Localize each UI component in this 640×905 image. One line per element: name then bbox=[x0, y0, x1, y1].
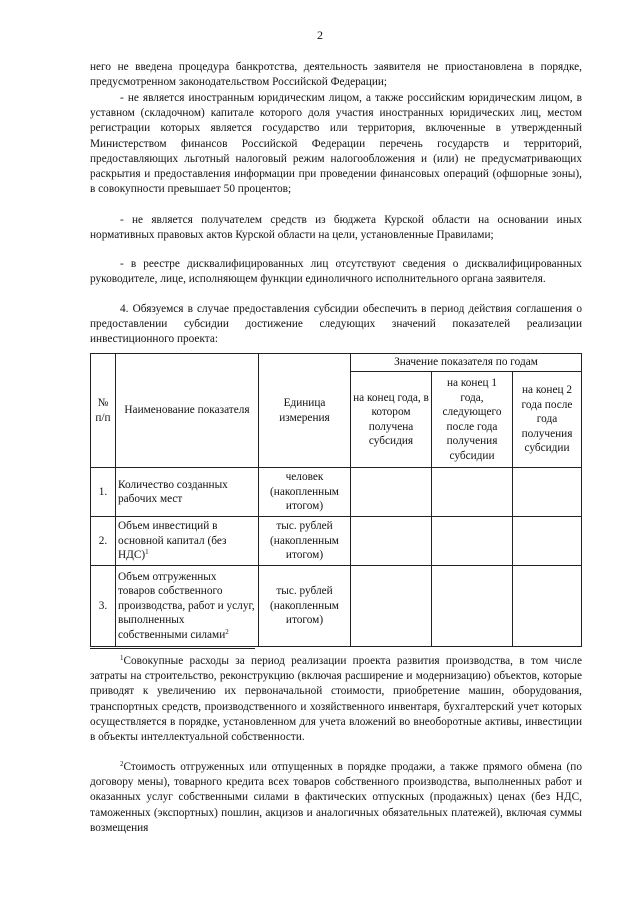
value-cell[interactable] bbox=[432, 566, 513, 647]
row-unit: человек (накопленным итогом) bbox=[259, 468, 351, 517]
value-cell[interactable] bbox=[351, 566, 432, 647]
paragraph-disqualified: - в реестре дисквалифицированных лиц отсутствуют сведения о дисквалифицированных руководителе, лице, исполняющем функции единоличного исполнительного органа заявителя. bbox=[90, 258, 582, 286]
row-num: 3. bbox=[91, 566, 116, 647]
header-num: № п/п bbox=[91, 354, 116, 468]
indicators-table bbox=[90, 353, 582, 647]
table-row bbox=[91, 566, 582, 647]
value-cell[interactable] bbox=[432, 468, 513, 517]
table-row bbox=[91, 517, 582, 566]
row-num: 1. bbox=[91, 468, 116, 517]
paragraph-budget-funds: - не является получателем средств из бюджета Курской области на основании иных нормативных правовых актов Курской области на цели, установленные Правилами; bbox=[90, 214, 582, 242]
value-cell[interactable] bbox=[513, 517, 582, 566]
paragraph-bankruptcy: него не введена процедура банкротства, деятельность заявителя не приостановлена в порядке, предусмотренном законодательством Российской Федерации; bbox=[90, 61, 582, 89]
footnote-2: $^2$Стоимость отгруженных или отпущенных в порядке продажи, а также прямого обмена (по договору мены), товарного кредита всех товаров собственного производства, выполненных работ и оказанных услуг собственными силами в фактических отпускных (продажных) ценах (без НДС, таможенных (экспортных) пошлин, акцизов и аналогичных обязательных платежей), включая суммы возмещения bbox=[90, 760, 582, 834]
header-year-1: на конец 1 года, следующего после года получения субсидии bbox=[432, 372, 513, 468]
row-name: Объем инвестиций в основной капитал (без НДС)$^1$ bbox=[116, 517, 259, 566]
row-num: 2. bbox=[91, 517, 116, 566]
row-name: Объем отгруженных товаров собственного производства, работ и услуг, выполненных собственными силами$^2$ bbox=[116, 566, 259, 647]
header-year-0: на конец года, в котором получена субсидия bbox=[351, 372, 432, 468]
header-unit: Единица измерения bbox=[259, 354, 351, 468]
row-unit: тыс. рублей (накопленным итогом) bbox=[259, 517, 351, 566]
paragraph-foreign-entity: - не является иностранным юридическим лицом, а также российским юридическим лицом, в уставном (складочном) капитале которого доля участия иностранных юридических лиц, местом регистрации которых является государство или территория, включенные в утвержденный Министерством финансов Российской Федерации перечень государств и территорий, предоставляющих льготный налоговый режим налогообложения и (или) не предусматривающих раскрытия и предоставления информации при проведении финансовых операций (офшорные зоны), в совокупности превышает 50 процентов; bbox=[90, 92, 582, 196]
row-unit: тыс. рублей (накопленным итогом) bbox=[259, 566, 351, 647]
footnote-divider bbox=[90, 648, 255, 649]
page-number: 2 bbox=[317, 28, 323, 42]
table-row bbox=[91, 468, 582, 517]
row-name: Количество созданных рабочих мест bbox=[116, 468, 259, 517]
header-year-2: на конец 2 года после года получения субсидии bbox=[513, 372, 582, 468]
value-cell[interactable] bbox=[513, 566, 582, 647]
header-name: Наименование показателя bbox=[116, 354, 259, 468]
footnote-1: $^1$Совокупные расходы за период реализации проекта развития производства, в том числе затраты на строительство, реконструкцию (включая расширение и модернизацию) объектов, которые приводят к увеличению их первоначальной стоимости, приобретение машин, оборудования, транспортных средств, производственного и хозяйственного инвентаря, бухгалтерский учет которых осуществляется в порядке, установленном для учета вложений во внеоборотные активы, инвестиции в объекты интеллектуальной собственности. bbox=[90, 654, 582, 744]
footnote-ref: 2 bbox=[225, 627, 229, 636]
footnote-mark: 2 bbox=[120, 760, 124, 768]
footnote-ref: 1 bbox=[145, 548, 149, 557]
value-cell[interactable] bbox=[432, 517, 513, 566]
value-cell[interactable] bbox=[351, 517, 432, 566]
value-cell[interactable] bbox=[351, 468, 432, 517]
header-year-group: Значение показателя по годам bbox=[351, 354, 582, 372]
value-cell[interactable] bbox=[513, 468, 582, 517]
table-header-row bbox=[91, 354, 582, 372]
paragraph-obligation: 4. Обязуемся в случае предоставления субсидии обеспечить в период действия соглашения о предоставлении субсидии достижение следующих значений показателей реализации инвестиционного проекта: bbox=[90, 303, 582, 346]
footnote-mark: 1 bbox=[120, 654, 124, 662]
